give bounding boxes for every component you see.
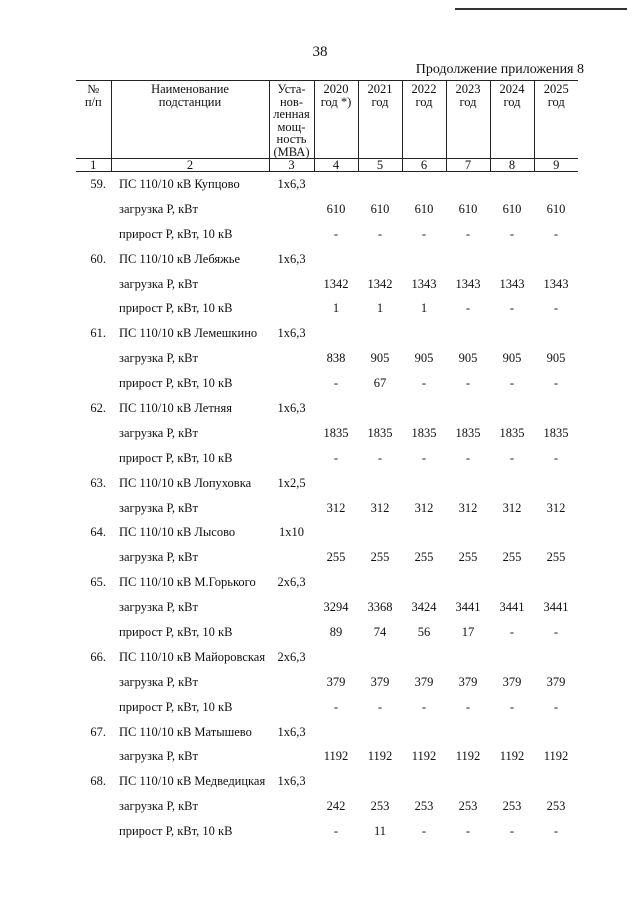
year-value: 312 xyxy=(370,500,390,515)
year-value xyxy=(490,645,534,670)
year-value xyxy=(358,321,402,346)
row-name: загрузка Р, кВт xyxy=(119,276,198,291)
year-value: 255 xyxy=(458,550,478,565)
year-value: 905 xyxy=(458,351,478,366)
row-name: прирост Р, кВт, 10 кВ xyxy=(119,376,233,391)
row-name: прирост Р, кВт, 10 кВ xyxy=(119,301,233,316)
year-value: 3441 xyxy=(455,600,481,615)
year-value: 67 xyxy=(373,376,387,391)
year-value xyxy=(358,396,402,421)
table-row xyxy=(76,172,578,197)
year-value: 905 xyxy=(414,351,434,366)
year-value: 610 xyxy=(326,201,346,216)
installed-capacity xyxy=(269,421,314,446)
year-value: 1343 xyxy=(411,276,437,291)
year-value xyxy=(446,247,490,272)
row-name: ПС 110/10 кВ Лемешкино xyxy=(119,326,258,341)
row-number xyxy=(76,545,111,570)
row-number xyxy=(76,620,111,645)
year-value xyxy=(534,172,578,197)
year-value xyxy=(402,570,446,595)
year-value: 905 xyxy=(502,351,522,366)
year-value: 610 xyxy=(414,201,434,216)
year-value: 1835 xyxy=(367,425,393,440)
year-value: - xyxy=(465,376,471,391)
row-name: ПС 110/10 кВ Медведицкая xyxy=(119,774,266,789)
row-number xyxy=(76,421,111,446)
year-value xyxy=(314,172,358,197)
year-value: 74 xyxy=(373,624,387,639)
year-value: 1835 xyxy=(323,425,349,440)
year-value xyxy=(534,769,578,794)
year-value xyxy=(490,247,534,272)
year-value xyxy=(314,321,358,346)
year-value xyxy=(490,769,534,794)
installed-capacity xyxy=(269,620,314,645)
table-row xyxy=(76,545,578,570)
year-value: 3294 xyxy=(323,600,349,615)
row-number xyxy=(76,595,111,620)
year-value: 1343 xyxy=(455,276,481,291)
table-row xyxy=(76,595,578,620)
year-value: 89 xyxy=(329,624,343,639)
table-row xyxy=(76,744,578,769)
year-value xyxy=(490,471,534,496)
header-year-2025: 2025 год xyxy=(534,81,578,159)
year-value: - xyxy=(509,226,515,241)
year-value: 379 xyxy=(414,674,434,689)
year-value: - xyxy=(509,376,515,391)
year-value: 379 xyxy=(546,674,566,689)
installed-capacity: 1х6,3 xyxy=(277,251,306,266)
year-value: - xyxy=(509,699,515,714)
year-value: - xyxy=(465,226,471,241)
table-row xyxy=(76,645,578,670)
table-row xyxy=(76,520,578,545)
row-name: ПС 110/10 кВ Лебяжье xyxy=(119,251,241,266)
row-name: прирост Р, кВт, 10 кВ xyxy=(119,699,233,714)
header-year-2023: 2023 год xyxy=(446,81,490,159)
table-row xyxy=(76,620,578,645)
year-value: 255 xyxy=(326,550,346,565)
column-number: 9 xyxy=(534,159,578,172)
year-value: 312 xyxy=(546,500,566,515)
year-value: 255 xyxy=(414,550,434,565)
row-name: ПС 110/10 кВ Купцово xyxy=(119,176,240,191)
header-year-2022: 2022 год xyxy=(402,81,446,159)
column-number: 7 xyxy=(446,159,490,172)
year-value: - xyxy=(421,824,427,839)
table-body xyxy=(76,172,578,845)
table-row xyxy=(76,695,578,720)
year-value xyxy=(402,172,446,197)
year-value xyxy=(358,769,402,794)
row-name: ПС 110/10 кВ Лопуховка xyxy=(119,475,252,490)
installed-capacity xyxy=(269,222,314,247)
year-value: 11 xyxy=(373,824,387,839)
year-value: 312 xyxy=(326,500,346,515)
year-value xyxy=(402,769,446,794)
year-value xyxy=(490,396,534,421)
year-value: 610 xyxy=(502,201,522,216)
year-value: - xyxy=(465,301,471,316)
table-header-row xyxy=(76,81,578,159)
year-value: - xyxy=(421,226,427,241)
row-name: загрузка Р, кВт xyxy=(119,799,198,814)
year-value xyxy=(446,321,490,346)
row-number: 68. xyxy=(90,774,106,789)
year-value xyxy=(490,321,534,346)
column-number: 5 xyxy=(358,159,402,172)
year-value xyxy=(358,570,402,595)
year-value xyxy=(534,396,578,421)
column-number: 6 xyxy=(402,159,446,172)
table-row xyxy=(76,222,578,247)
year-value xyxy=(446,769,490,794)
page-number: 38 xyxy=(312,44,328,60)
year-value xyxy=(402,247,446,272)
row-number: 61. xyxy=(90,326,106,341)
column-numbers-row xyxy=(76,159,578,172)
table-row xyxy=(76,819,578,844)
year-value: 56 xyxy=(417,624,431,639)
row-name: загрузка Р, кВт xyxy=(119,351,198,366)
year-value: 1192 xyxy=(411,749,437,764)
row-number: 65. xyxy=(90,575,106,590)
row-name: загрузка Р, кВт xyxy=(119,201,198,216)
year-value xyxy=(358,520,402,545)
installed-capacity xyxy=(269,371,314,396)
installed-capacity xyxy=(269,695,314,720)
installed-capacity xyxy=(269,819,314,844)
table-row xyxy=(76,197,578,222)
year-value: 610 xyxy=(370,201,390,216)
installed-capacity: 2х6,3 xyxy=(277,575,306,590)
row-number: 59. xyxy=(90,176,106,191)
row-number: 67. xyxy=(90,724,106,739)
year-value: 905 xyxy=(370,351,390,366)
row-number: 66. xyxy=(90,649,106,664)
year-value: 905 xyxy=(546,351,566,366)
row-number xyxy=(76,670,111,695)
row-name: ПС 110/10 кВ М.Горького xyxy=(119,575,256,590)
row-name: ПС 110/10 кВ Матышево xyxy=(119,724,252,739)
year-value: 1835 xyxy=(543,425,569,440)
year-value xyxy=(314,520,358,545)
row-name: ПС 110/10 кВ Майоровская xyxy=(119,649,266,664)
year-value xyxy=(314,720,358,745)
year-value xyxy=(402,321,446,346)
installed-capacity: 1х6,3 xyxy=(277,326,306,341)
year-value: 379 xyxy=(370,674,390,689)
year-value: - xyxy=(465,450,471,465)
year-value xyxy=(314,769,358,794)
year-value: 3424 xyxy=(411,600,437,615)
year-value xyxy=(358,645,402,670)
year-value: 253 xyxy=(414,799,434,814)
year-value: 1343 xyxy=(543,276,569,291)
year-value xyxy=(358,720,402,745)
year-value: 1 xyxy=(420,301,428,316)
year-value: - xyxy=(333,226,339,241)
row-number xyxy=(76,819,111,844)
installed-capacity xyxy=(269,670,314,695)
year-value xyxy=(534,720,578,745)
installed-capacity: 1х6,3 xyxy=(277,400,306,415)
year-value: 1192 xyxy=(543,749,569,764)
row-number xyxy=(76,794,111,819)
year-value: - xyxy=(421,376,427,391)
installed-capacity xyxy=(269,346,314,371)
year-value: - xyxy=(553,376,559,391)
table-row xyxy=(76,272,578,297)
year-value: - xyxy=(333,376,339,391)
installed-capacity xyxy=(269,272,314,297)
column-number: 4 xyxy=(314,159,358,172)
year-value: 255 xyxy=(546,550,566,565)
year-value: 1192 xyxy=(499,749,525,764)
year-value: 3441 xyxy=(499,600,525,615)
year-value: 1192 xyxy=(323,749,349,764)
year-value: 312 xyxy=(414,500,434,515)
year-value: - xyxy=(553,624,559,639)
table-row xyxy=(76,794,578,819)
row-name: загрузка Р, кВт xyxy=(119,600,198,615)
year-value: 379 xyxy=(502,674,522,689)
header-num: № п/п xyxy=(76,81,111,159)
year-value: - xyxy=(553,450,559,465)
year-value xyxy=(402,645,446,670)
table-row xyxy=(76,670,578,695)
header-substation-name: Наименование подстанции xyxy=(111,81,269,159)
year-value: 17 xyxy=(461,624,475,639)
year-value: - xyxy=(333,699,339,714)
header-year-2020: 2020 год *) xyxy=(314,81,358,159)
year-value: 610 xyxy=(458,201,478,216)
row-name: прирост Р, кВт, 10 кВ xyxy=(119,450,233,465)
year-value: 253 xyxy=(502,799,522,814)
column-number: 8 xyxy=(490,159,534,172)
year-value: 1342 xyxy=(323,276,349,291)
year-value: - xyxy=(421,699,427,714)
year-value: 379 xyxy=(458,674,478,689)
row-name: прирост Р, кВт, 10 кВ xyxy=(119,226,233,241)
year-value xyxy=(314,645,358,670)
row-name: загрузка Р, кВт xyxy=(119,550,198,565)
year-value xyxy=(534,520,578,545)
appendix-continuation-note: Продолжение приложения 8 xyxy=(415,62,584,77)
year-value: 838 xyxy=(326,351,346,366)
header-year-2024: 2024 год xyxy=(490,81,534,159)
top-rule xyxy=(455,8,627,10)
table-row xyxy=(76,396,578,421)
row-name: прирост Р, кВт, 10 кВ xyxy=(119,624,233,639)
installed-capacity: 1х6,3 xyxy=(277,774,306,789)
year-value xyxy=(358,471,402,496)
table-row xyxy=(76,296,578,321)
year-value: 610 xyxy=(546,201,566,216)
year-value: - xyxy=(377,699,383,714)
year-value: 253 xyxy=(546,799,566,814)
year-value xyxy=(534,570,578,595)
row-name: ПС 110/10 кВ Лысово xyxy=(119,525,236,540)
installed-capacity: 1х2,5 xyxy=(277,475,306,490)
year-value: 1835 xyxy=(499,425,525,440)
year-value: 1192 xyxy=(367,749,393,764)
row-number xyxy=(76,272,111,297)
year-value: 255 xyxy=(370,550,390,565)
column-number: 1 xyxy=(76,159,111,172)
table-row xyxy=(76,720,578,745)
table-row xyxy=(76,496,578,521)
year-value: - xyxy=(553,226,559,241)
year-value xyxy=(490,520,534,545)
year-value: - xyxy=(553,699,559,714)
year-value xyxy=(446,172,490,197)
year-value xyxy=(314,570,358,595)
table-row xyxy=(76,346,578,371)
year-value: 3441 xyxy=(543,600,569,615)
year-value: 3368 xyxy=(367,600,393,615)
year-value xyxy=(446,396,490,421)
year-value xyxy=(534,321,578,346)
year-value: 1835 xyxy=(455,425,481,440)
table-row xyxy=(76,421,578,446)
year-value: - xyxy=(509,301,515,316)
year-value xyxy=(446,570,490,595)
year-value xyxy=(490,720,534,745)
year-value: 1 xyxy=(376,301,384,316)
year-value: 312 xyxy=(502,500,522,515)
year-value: 242 xyxy=(326,799,346,814)
year-value xyxy=(446,471,490,496)
year-value xyxy=(490,172,534,197)
row-number: 62. xyxy=(90,400,106,415)
row-name: загрузка Р, кВт xyxy=(119,674,198,689)
year-value: - xyxy=(553,301,559,316)
year-value xyxy=(358,247,402,272)
year-value xyxy=(534,471,578,496)
row-name: прирост Р, кВт, 10 кВ xyxy=(119,824,233,839)
installed-capacity xyxy=(269,197,314,222)
row-name: ПС 110/10 кВ Летняя xyxy=(119,400,233,415)
installed-capacity: 1х6,3 xyxy=(277,176,306,191)
row-number xyxy=(76,371,111,396)
row-number xyxy=(76,446,111,471)
installed-capacity xyxy=(269,744,314,769)
year-value: - xyxy=(553,824,559,839)
year-value xyxy=(314,471,358,496)
year-value: - xyxy=(509,624,515,639)
year-value xyxy=(534,645,578,670)
installed-capacity xyxy=(269,545,314,570)
year-value: 1342 xyxy=(367,276,393,291)
year-value xyxy=(446,520,490,545)
year-value: 312 xyxy=(458,500,478,515)
row-number xyxy=(76,296,111,321)
year-value xyxy=(446,720,490,745)
installed-capacity: 2х6,3 xyxy=(277,649,306,664)
table-row xyxy=(76,769,578,794)
installed-capacity: 1х6,3 xyxy=(277,724,306,739)
year-value: - xyxy=(377,226,383,241)
year-value: 255 xyxy=(502,550,522,565)
year-value: 379 xyxy=(326,674,346,689)
column-number: 3 xyxy=(269,159,314,172)
year-value xyxy=(314,247,358,272)
row-number xyxy=(76,346,111,371)
table-row xyxy=(76,471,578,496)
year-value: - xyxy=(333,450,339,465)
installed-capacity xyxy=(269,496,314,521)
year-value: - xyxy=(465,824,471,839)
year-value xyxy=(314,396,358,421)
year-value: - xyxy=(377,450,383,465)
row-number xyxy=(76,744,111,769)
year-value xyxy=(490,570,534,595)
year-value: 253 xyxy=(370,799,390,814)
year-value: 1835 xyxy=(411,425,437,440)
table-row xyxy=(76,570,578,595)
installed-capacity xyxy=(269,794,314,819)
row-number xyxy=(76,496,111,521)
year-value: 1192 xyxy=(455,749,481,764)
table-row xyxy=(76,321,578,346)
year-value xyxy=(402,520,446,545)
row-number xyxy=(76,197,111,222)
year-value: - xyxy=(333,824,339,839)
year-value xyxy=(402,396,446,421)
installed-capacity xyxy=(269,446,314,471)
installed-capacity xyxy=(269,296,314,321)
year-value xyxy=(534,247,578,272)
year-value xyxy=(446,645,490,670)
column-number: 2 xyxy=(111,159,269,172)
year-value xyxy=(402,471,446,496)
row-number: 63. xyxy=(90,475,106,490)
table-row xyxy=(76,371,578,396)
year-value: - xyxy=(509,450,515,465)
installed-capacity xyxy=(269,595,314,620)
row-name: загрузка Р, кВт xyxy=(119,500,198,515)
header-installed-capacity: Уста- нов- ленная мощ- ность (МВА) xyxy=(269,81,314,159)
table-row xyxy=(76,247,578,272)
row-name: загрузка Р, кВт xyxy=(119,749,198,764)
substation-load-table xyxy=(76,80,578,844)
year-value: - xyxy=(421,450,427,465)
row-name: загрузка Р, кВт xyxy=(119,425,198,440)
row-number: 64. xyxy=(90,525,106,540)
installed-capacity: 1х10 xyxy=(279,525,304,540)
year-value: 1 xyxy=(332,301,340,316)
header-year-2021: 2021 год xyxy=(358,81,402,159)
year-value xyxy=(358,172,402,197)
year-value xyxy=(402,720,446,745)
year-value: - xyxy=(465,699,471,714)
row-number xyxy=(76,222,111,247)
year-value: 1343 xyxy=(499,276,525,291)
year-value: 253 xyxy=(458,799,478,814)
row-number xyxy=(76,695,111,720)
row-number: 60. xyxy=(90,251,106,266)
table-row xyxy=(76,446,578,471)
year-value: - xyxy=(509,824,515,839)
